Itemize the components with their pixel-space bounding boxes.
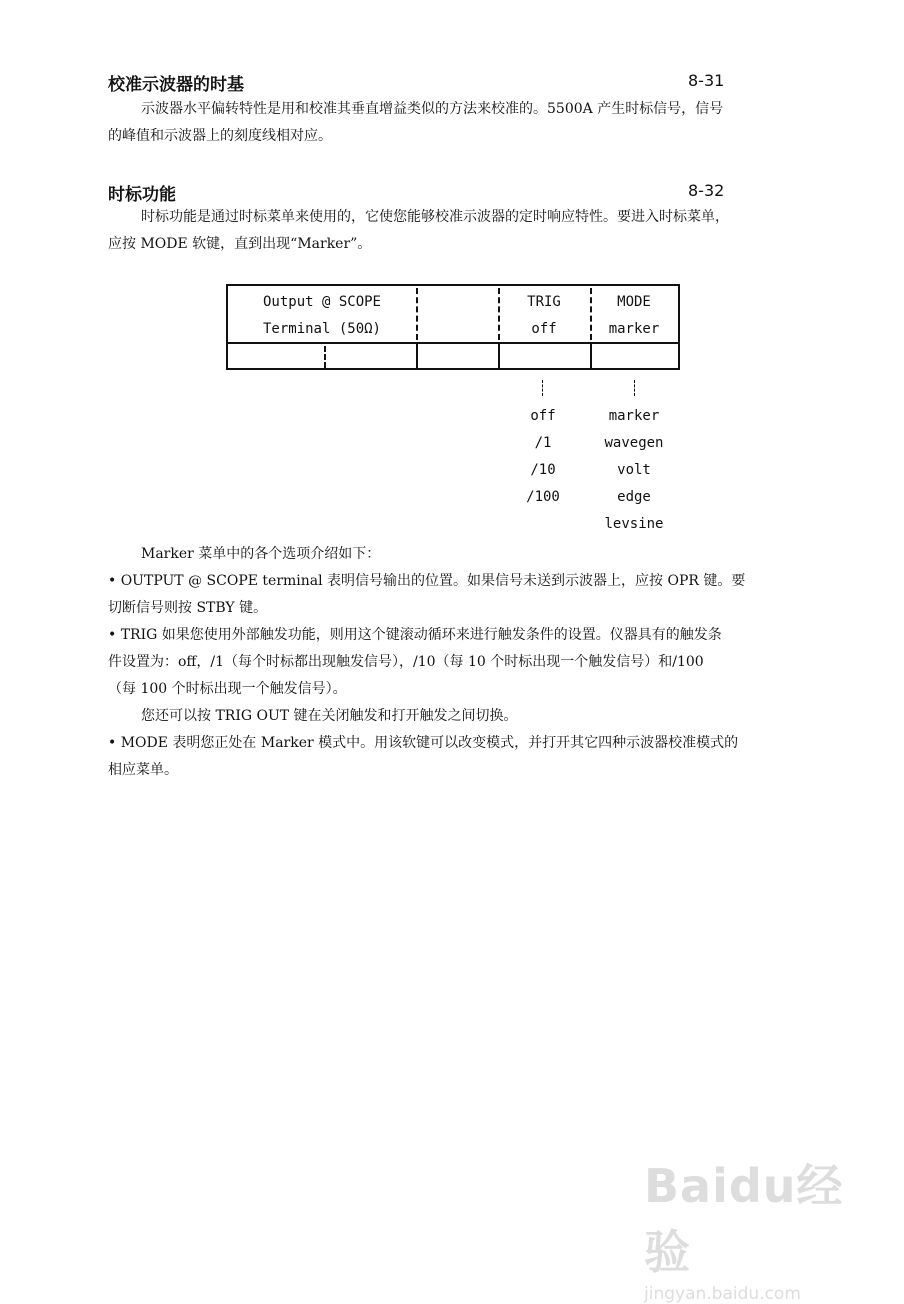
paragraph-line: 时标功能是通过时标菜单来使用的，它使您能够校准示波器的定时响应特性。要进入时标菜单， xyxy=(141,209,729,225)
paragraph-line: 的峰值和示波器上的刻度线相对应。 xyxy=(108,128,332,144)
mode-option: levsine xyxy=(604,516,664,532)
mode-option: edge xyxy=(617,489,651,505)
trig-option: /100 xyxy=(526,489,560,505)
paragraph-line: 示波器水平偏转特性是用和校准其垂直增益类似的方法来校准的。5500A 产生时标信号，信号 xyxy=(141,101,724,117)
trig-option: /1 xyxy=(534,435,552,451)
bullet-trig-cont: 件设置为：off，/1（每个时标都出现触发信号），/10（每 10 个时标出现一个触发信号）和/100 xyxy=(108,654,704,670)
softkey-separator xyxy=(590,344,592,370)
mode-label: MODE xyxy=(617,294,651,310)
watermark-url: jingyan.baidu.com xyxy=(644,1284,801,1304)
baidu-watermark xyxy=(644,1150,854,1304)
mode-option: volt xyxy=(617,462,651,478)
bullet-trig: • TRIG 如果您使用外部触发功能，则用这个键滚动循环来进行触发条件的设置。仪器具有的触发条 xyxy=(108,627,722,643)
menu-divider xyxy=(228,342,678,344)
mode-option: wavegen xyxy=(604,435,664,451)
marker-menu-diagram xyxy=(226,284,680,370)
softkey-separator xyxy=(416,344,418,370)
section-title-marker: 时标功能 xyxy=(108,185,176,205)
baidu-logo: Baidu经验 xyxy=(644,1159,844,1279)
bullet-output-cont: 切断信号则按 STBY 键。 xyxy=(108,600,268,616)
bullet-output: • OUTPUT @ SCOPE terminal 表明信号输出的位置。如果信号未送到示波器上，应按 OPR 键。要 xyxy=(108,573,746,589)
paragraph-line: 应按 MODE 软键，直到出现“Marker”。 xyxy=(108,236,372,252)
softkey-separator xyxy=(324,346,326,368)
trig-option: /10 xyxy=(530,462,556,478)
section-title-timebase: 校准示波器的时基 xyxy=(108,75,244,95)
mode-connector xyxy=(634,380,635,396)
intro-line: Marker 菜单中的各个选项介绍如下： xyxy=(141,546,381,562)
menu-separator xyxy=(416,288,418,340)
section-number: 8-32 xyxy=(688,181,725,200)
trig-out-note: 您还可以按 TRIG OUT 键在关闭触发和打开触发之间切换。 xyxy=(141,708,518,724)
mode-option: marker xyxy=(608,408,660,424)
trig-connector xyxy=(542,380,543,396)
bullet-mode: • MODE 表明您正处在 Marker 模式中。用该软键可以改变模式，并打开其它四种示波器校准模式的 xyxy=(108,735,739,751)
trig-label: TRIG xyxy=(527,294,561,310)
mode-value: marker xyxy=(608,321,660,337)
output-terminal: Terminal (50Ω) xyxy=(262,321,381,337)
section-number: 8-31 xyxy=(688,71,725,90)
output-label: Output @ SCOPE xyxy=(262,294,381,310)
bullet-trig-cont: （每 100 个时标出现一个触发信号）。 xyxy=(108,681,347,697)
bullet-mode-cont: 相应菜单。 xyxy=(108,762,178,778)
trig-option: off xyxy=(530,408,556,424)
softkey-separator xyxy=(498,344,500,370)
trig-value: off xyxy=(531,321,557,337)
